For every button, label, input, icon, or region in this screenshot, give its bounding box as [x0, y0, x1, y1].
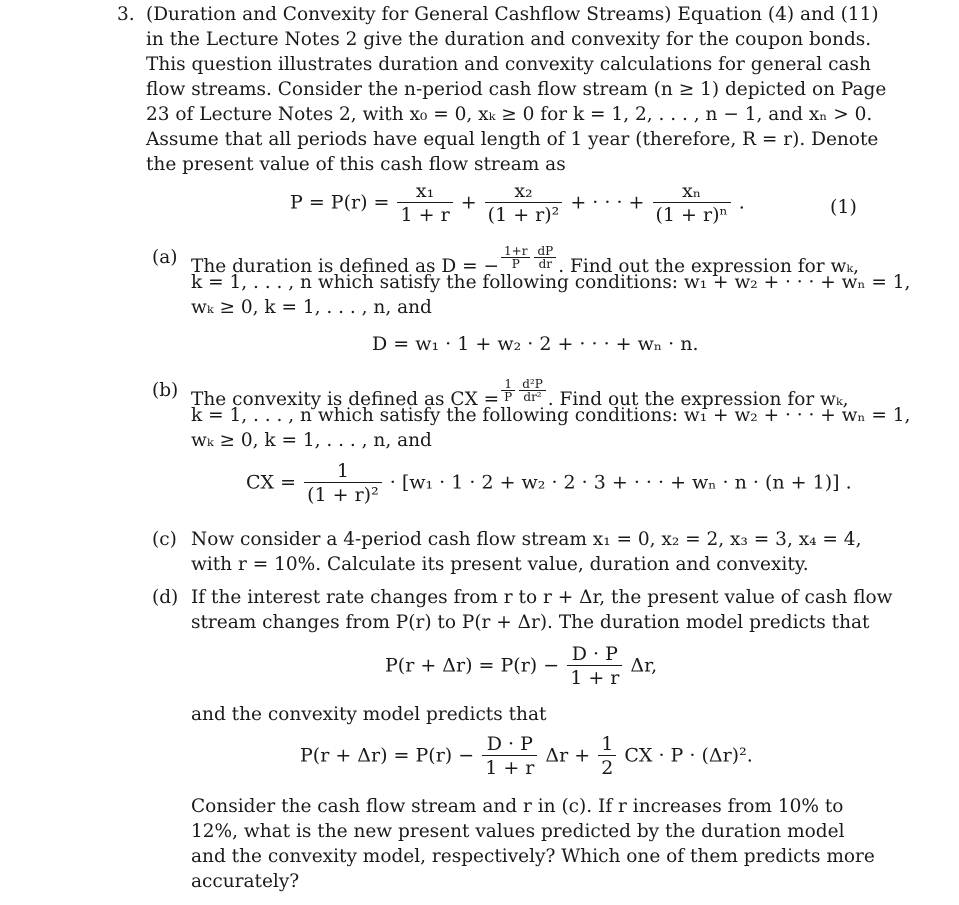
intro-line-3: This question illustrates duration and convexity calculations for general cash: [146, 54, 871, 75]
part-a-frac-1-num: 1+r: [501, 245, 530, 258]
part-b-label: (b): [152, 380, 179, 401]
part-b-line-1-post: . Find out the expression for wₖ,: [547, 389, 849, 410]
part-c-label: (c): [152, 529, 177, 550]
intro-line-5: 23 of Lecture Notes 2, with x₀ = 0, xₖ ≥ 0 for k = 1, 2, . . . , n − 1, and xₙ > 0.: [146, 104, 873, 125]
part-b-frac-1-den: P: [504, 390, 513, 404]
part-d-tail-line-1: Consider the cash flow stream and r in (c). If r increases from 10% to: [191, 796, 844, 817]
part-a-line-3: wₖ ≥ 0, k = 1, . . . , n, and: [191, 297, 432, 318]
intro-line-2: in the Lecture Notes 2 give the duration and convexity for the coupon bonds.: [146, 29, 872, 50]
eq1-ellipsis: + · · · +: [570, 191, 645, 214]
part-a-line-1-post: . Find out the expression for wₖ,: [558, 256, 859, 277]
eq1-term-n: [653, 180, 731, 227]
intro-line-7: the present value of this cash flow stream as: [146, 154, 566, 175]
part-b-eq-num: 1: [304, 460, 382, 483]
part-b-eq-rhs: · [w₁ · 1 · 2 + w₂ · 2 · 3 + · · · + wₙ · n · (n + 1)] .: [389, 471, 852, 494]
part-b-frac-1: [501, 378, 515, 403]
equation-1-number: (1): [830, 196, 857, 218]
convexity-eq-fraction: [482, 733, 537, 780]
eq1-term-2-den: (1 + r)²: [487, 204, 560, 226]
part-d-tail-line-4: accurately?: [191, 871, 300, 892]
convexity-eq-rhs: CX · P · (Δr)².: [624, 744, 753, 767]
eq1-term-1-den: 1 + r: [400, 204, 450, 226]
eq1-term-1-num: x₁: [397, 180, 452, 203]
part-c-line-2: with r = 10%. Calculate its present value, duration and convexity.: [191, 554, 809, 575]
part-a-frac-1-den: P: [511, 257, 520, 271]
part-a-frac-2-den: dr: [538, 257, 553, 271]
part-b-line-3: wₖ ≥ 0, k = 1, . . . , n, and: [191, 430, 432, 451]
part-b-frac-2: [519, 378, 546, 403]
duration-eq-lhs: P(r + Δr) = P(r) −: [385, 654, 560, 677]
convexity-eq-half: [598, 733, 616, 780]
part-a-label: (a): [152, 247, 178, 268]
part-b-eq-lhs: CX =: [246, 471, 297, 494]
part-a-equation: D = w₁ · 1 + w₂ · 2 + · · · + wₙ · n.: [372, 333, 699, 355]
eq1-term-1: [397, 180, 452, 227]
convexity-eq-den: 1 + r: [485, 757, 535, 779]
duration-eq-num: D · P: [567, 643, 622, 666]
eq1-term-n-num: xₙ: [653, 180, 731, 203]
part-a-line-1-pre: The duration is defined as D = −: [191, 256, 500, 277]
intro-line-6: Assume that all periods have equal length of 1 year (therefore, R = r). Denote: [146, 129, 879, 150]
part-d-line-2: stream changes from P(r) to P(r + Δr). The duration model predicts that: [191, 612, 870, 633]
part-b-frac-2-num: d²P: [519, 378, 546, 391]
part-c-line-1: Now consider a 4-period cash flow stream x₁ = 0, x₂ = 2, x₃ = 3, x₄ = 4,: [191, 529, 862, 550]
part-a-frac-1: [501, 245, 530, 270]
convexity-model-equation: [300, 733, 753, 780]
eq1-lhs: P = P(r) =: [290, 191, 390, 214]
duration-eq-rhs: Δr,: [630, 654, 658, 677]
convexity-eq-mid: Δr +: [545, 744, 591, 767]
convexity-eq-lhs: P(r + Δr) = P(r) −: [300, 744, 475, 767]
intro-line-4: flow streams. Consider the n-period cash flow stream (n ≥ 1) depicted on Page: [146, 79, 887, 100]
eq1-term-n-den: (1 + r)ⁿ: [655, 204, 728, 226]
part-d-label: (d): [152, 587, 179, 608]
problem-number: 3.: [117, 4, 135, 25]
part-b-equation: [246, 460, 852, 507]
part-a-line-2: k = 1, . . . , n which satisfy the following conditions: w₁ + w₂ + · · · + wₙ = 1,: [191, 272, 911, 293]
eq1-period: .: [738, 191, 745, 214]
part-d-tail-line-2: 12%, what is the new present values predicted by the duration model: [191, 821, 845, 842]
part-b-line-2: k = 1, . . . , n which satisfy the following conditions: w₁ + w₂ + · · · + wₙ = 1,: [191, 405, 911, 426]
part-d-line-3: and the convexity model predicts that: [191, 704, 547, 725]
part-d-tail-line-3: and the convexity model, respectively? Which one of them predicts more: [191, 846, 875, 867]
duration-eq-den: 1 + r: [570, 667, 620, 689]
part-b-frac-1-num: 1: [501, 378, 515, 391]
duration-model-equation: [385, 643, 657, 690]
convexity-eq-half-den: 2: [601, 757, 614, 779]
intro-line-1: (Duration and Convexity for General Cashflow Streams) Equation (4) and (11): [146, 4, 879, 25]
convexity-eq-num: D · P: [482, 733, 537, 756]
part-b-eq-fraction: [304, 460, 382, 507]
eq1-term-2-num: x₂: [485, 180, 563, 203]
part-d-line-1: If the interest rate changes from r to r + Δr, the present value of cash flow: [191, 587, 893, 608]
part-a-frac-2-num: dP: [534, 245, 556, 258]
duration-eq-fraction: [567, 643, 622, 690]
part-b-frac-2-den: dr²: [523, 390, 542, 404]
eq1-term-2: [485, 180, 563, 227]
part-a-frac-2: [534, 245, 556, 270]
convexity-eq-half-num: 1: [598, 733, 616, 756]
equation-1: P = P(r) = $\frac{\text{x₁}}{1 + r}$ + $\frac{\text{x₂}}{\text{(1 + r)²}}$ + · · · + $\frac{\text{xₙ}}{\text{(1 + r)ⁿ}}$ .: [290, 180, 745, 226]
part-b-eq-den: (1 + r)²: [307, 484, 379, 506]
part-b-line-1-pre: The convexity is defined as CX =: [191, 389, 500, 410]
